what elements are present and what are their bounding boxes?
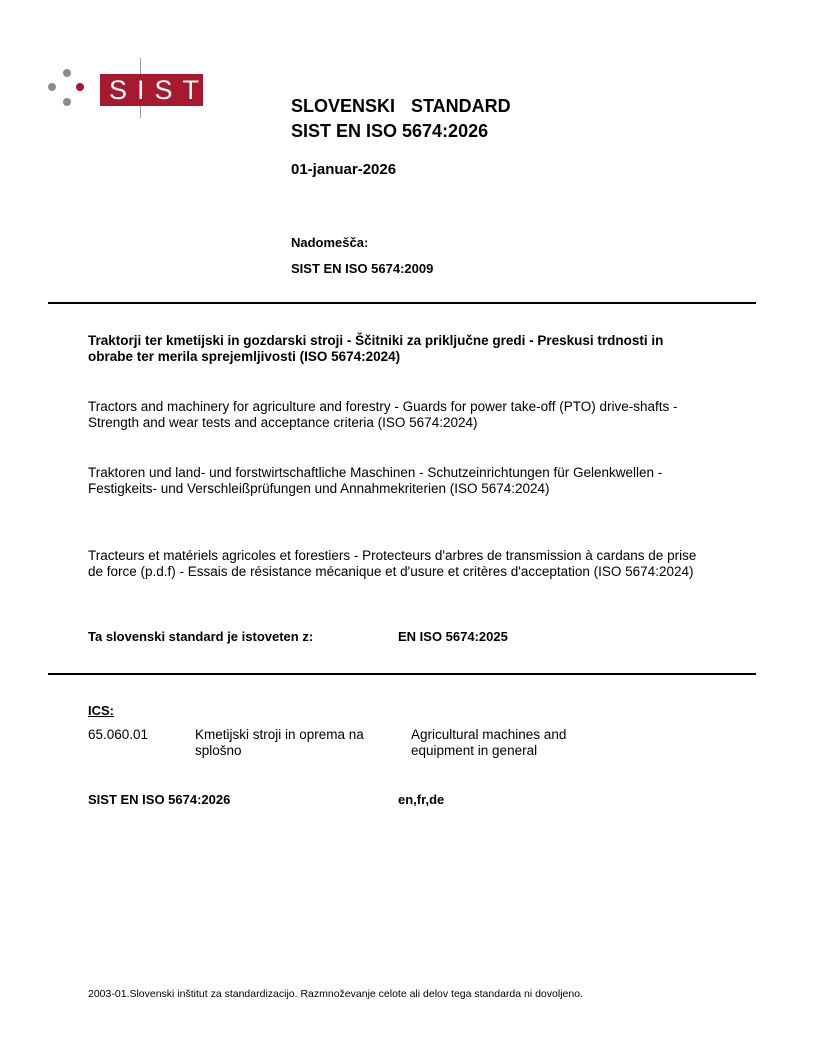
sist-logo: SIST: [100, 74, 203, 106]
identity-value: EN ISO 5674:2025: [398, 629, 508, 644]
replaces-label: Nadomešča:: [291, 235, 369, 250]
publication-date: 01-januar-2026: [291, 161, 397, 178]
ics-description-sl: Kmetijski stroji in oprema na splošno: [195, 727, 364, 758]
ics-code: 65.060.01: [88, 727, 149, 742]
copyright-notice: 2003-01.Slovenski inštitut za standardizacijo. Razmnoževanje celote ali delov tega standarda ni dovoljeno.: [88, 988, 583, 1000]
title-french: Tracteurs et matériels agricoles et forestiers - Protecteurs d'arbres de transmission à cardans de prise de force (p.d.f) - Essais de résistance mécanique et d'usure et critères d'acceptation (ISO 5674:2024): [88, 548, 697, 579]
footer-standard-id: SIST EN ISO 5674:2026: [88, 792, 231, 807]
footer-languages: en,fr,de: [398, 792, 445, 807]
title-slovenian: Traktorji ter kmetijski in gozdarski stroji - Ščitniki za priključne gredi - Preskusi trdnosti in obrabe ter merila sprejemljivosti (ISO 5674:2024): [88, 333, 664, 364]
title-english: Tractors and machinery for agriculture and forestry - Guards for power take-off (PTO) drive-shafts - Strength and wear tests and acceptance criteria (ISO 5674:2024): [88, 399, 678, 430]
replaces-value: SIST EN ISO 5674:2009: [291, 261, 434, 276]
ics-description-en: Agricultural machines and equipment in general: [411, 727, 567, 758]
ics-label: ICS:: [88, 703, 114, 718]
title-german: Traktoren und land- und forstwirtschaftliche Maschinen - Schutzeinrichtungen für Gelenkwellen - Festigkeits- und Verschleißprüfungen und Annahmekriterien (ISO 5674:2024): [88, 465, 663, 496]
divider-top: [48, 302, 756, 304]
logo-divider-bottom: [140, 106, 141, 118]
divider-bottom: [48, 673, 756, 675]
identity-label: Ta slovenski standard je istoveten z:: [88, 629, 314, 644]
standard-type: SLOVENSKI STANDARD: [291, 96, 511, 116]
standard-number: SIST EN ISO 5674:2026: [291, 121, 489, 141]
logo-divider: [140, 58, 141, 74]
logo-dots-icon: [46, 66, 86, 110]
